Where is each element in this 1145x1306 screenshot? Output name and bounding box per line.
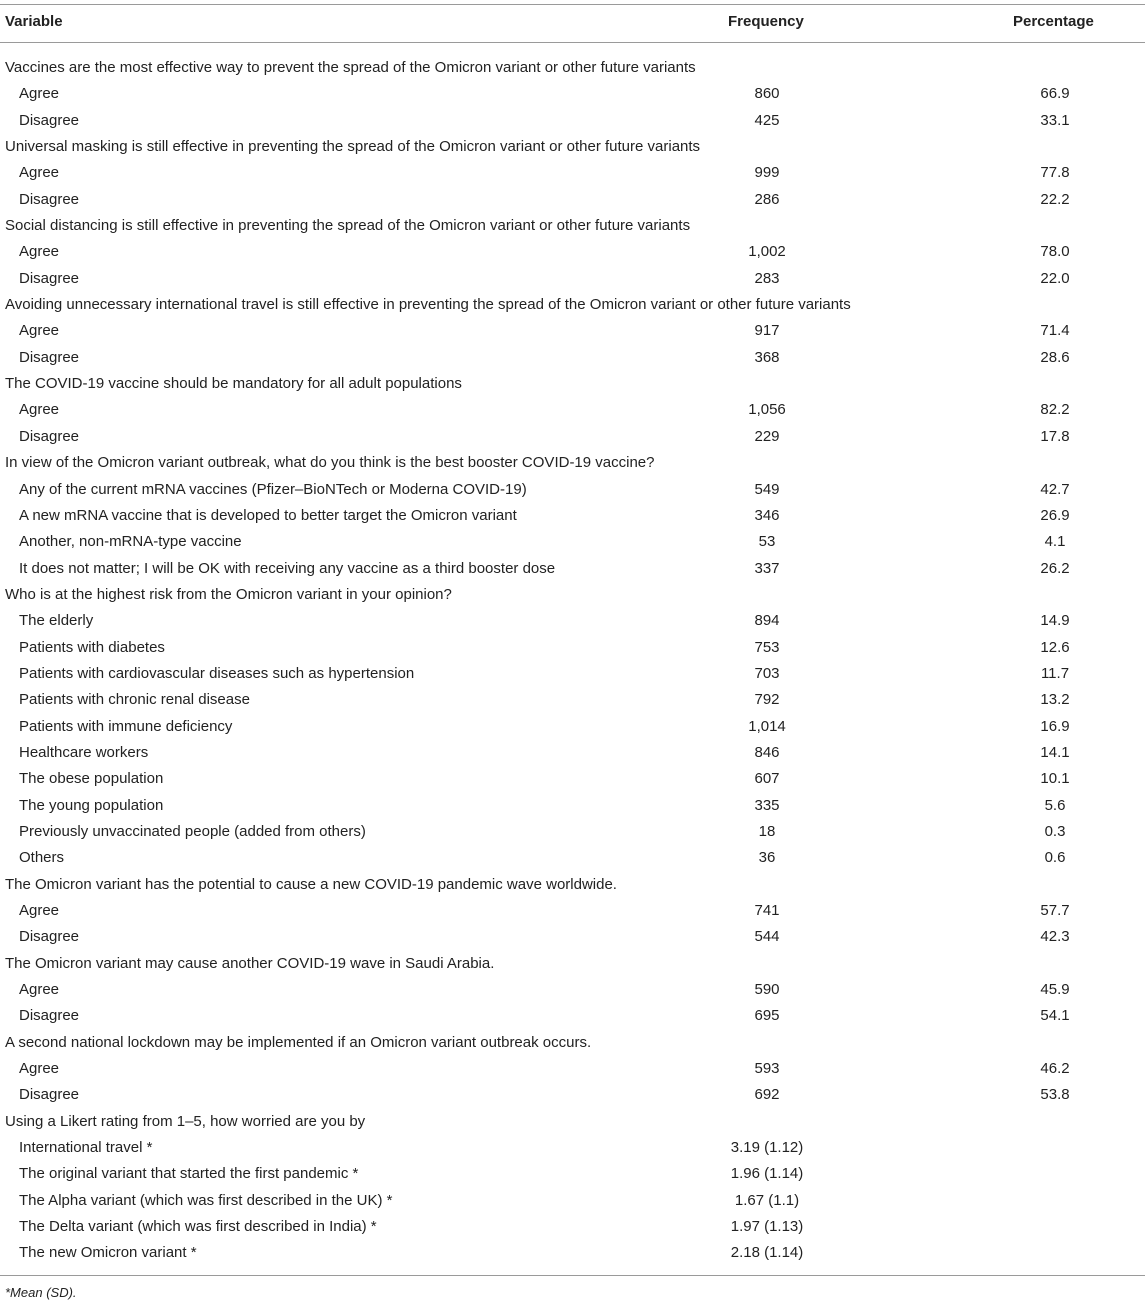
table-row (0, 845, 1145, 871)
frequency-cell: 425 (754, 111, 780, 129)
row-label: Disagree (19, 111, 80, 129)
row-label: Another, non-mRNA-type vaccine (19, 533, 242, 551)
row-label: Disagree (19, 928, 80, 946)
table-section-row (0, 55, 1145, 81)
frequency-cell: 229 (754, 427, 780, 445)
row-label: It does not matter; I will be OK with receiving any vaccine as a third booster dose (19, 559, 556, 577)
frequency-cell: 846 (754, 743, 780, 761)
table-header-row (0, 13, 1145, 37)
table-row (0, 766, 1145, 792)
row-label: Agree (19, 164, 60, 182)
percentage-cell: 10.1 (1040, 770, 1070, 788)
row-label: Agree (19, 981, 60, 999)
header-percentage: Percentage (1013, 13, 1094, 30)
frequency-cell: 346 (754, 506, 780, 524)
frequency-cell: 695 (754, 1007, 780, 1025)
table-section-row (0, 1030, 1145, 1056)
frequency-cell: 286 (754, 190, 780, 208)
section-label: The COVID-19 vaccine should be mandatory for all adult populations (5, 375, 462, 393)
percentage-cell: 22.0 (1040, 269, 1070, 287)
table-row (0, 608, 1145, 634)
table-header-rule (0, 42, 1145, 43)
row-label: Disagree (19, 190, 80, 208)
table-section-row (0, 371, 1145, 397)
table-row (0, 661, 1145, 687)
table-section-row (0, 582, 1145, 608)
table-section-row (0, 134, 1145, 160)
percentage-cell: 0.6 (1044, 849, 1066, 867)
row-label: Any of the current mRNA vaccines (Pfizer–BioNTech or Moderna COVID-19) (19, 480, 527, 498)
frequency-cell: 1,002 (748, 243, 786, 261)
table-row (0, 1135, 1145, 1161)
frequency-cell: 792 (754, 691, 780, 709)
table-row (0, 687, 1145, 713)
header-variable: Variable (5, 13, 63, 30)
table-section-row (0, 872, 1145, 898)
table-row (0, 1056, 1145, 1082)
row-label: Others (19, 849, 65, 867)
row-label: Patients with cardiovascular diseases such as hypertension (19, 664, 415, 682)
frequency-cell: 1.97 (1.13) (730, 1218, 804, 1236)
table-body (0, 55, 1145, 1267)
table-row (0, 556, 1145, 582)
frequency-cell: 692 (754, 1086, 780, 1104)
frequency-cell: 741 (754, 902, 780, 919)
table-row (0, 819, 1145, 845)
percentage-cell: 77.8 (1040, 164, 1070, 182)
table-row (0, 1161, 1145, 1187)
percentage-cell: 33.1 (1040, 111, 1070, 129)
table-bottom-rule (0, 1275, 1145, 1276)
table-section-row (0, 450, 1145, 476)
percentage-cell: 42.3 (1040, 928, 1070, 946)
row-label: The Alpha variant (which was first described in the UK) * (19, 1191, 393, 1209)
row-label: Patients with immune deficiency (19, 717, 233, 735)
percentage-cell: 57.7 (1040, 902, 1070, 919)
percentage-cell: 0.3 (1044, 822, 1066, 840)
row-label: Agree (19, 401, 60, 419)
table-section-row (0, 951, 1145, 977)
section-label: A second national lockdown may be implemented if an Omicron variant outbreak occurs. (5, 1033, 592, 1051)
section-label: Vaccines are the most effective way to prevent the spread of the Omicron variant or other future variants (5, 59, 696, 76)
percentage-cell: 45.9 (1040, 981, 1070, 999)
row-label: Agree (19, 85, 60, 103)
frequency-cell: 753 (754, 638, 780, 656)
table-row (0, 924, 1145, 950)
percentage-cell: 82.2 (1040, 401, 1070, 419)
percentage-cell: 13.2 (1040, 691, 1070, 709)
frequency-cell: 703 (754, 664, 780, 682)
table-row (0, 977, 1145, 1003)
table-row (0, 898, 1145, 924)
table-row (0, 1240, 1145, 1266)
section-label: Using a Likert rating from 1–5, how worried are you by (5, 1112, 366, 1130)
table-row (0, 503, 1145, 529)
row-label: Disagree (19, 348, 80, 366)
table-row (0, 318, 1145, 344)
table-row (0, 1188, 1145, 1214)
row-label: Previously unvaccinated people (added from others) (19, 822, 366, 840)
frequency-cell: 3.19 (1.12) (730, 1139, 804, 1157)
frequency-cell: 337 (754, 559, 780, 577)
percentage-cell: 4.1 (1044, 533, 1066, 551)
percentage-cell: 5.6 (1044, 796, 1066, 814)
row-label: Healthcare workers (19, 743, 149, 761)
frequency-cell: 2.18 (1.14) (730, 1244, 804, 1262)
row-label: Disagree (19, 1086, 80, 1104)
frequency-cell: 917 (754, 322, 780, 340)
section-label: Universal masking is still effective in preventing the spread of the Omicron variant or other future variants (5, 138, 701, 156)
frequency-cell: 36 (758, 849, 776, 867)
row-label: The Delta variant (which was first described in India) * (19, 1218, 377, 1236)
table-section-row (0, 213, 1145, 239)
frequency-cell: 53 (758, 533, 776, 551)
table-row (0, 635, 1145, 661)
frequency-cell: 368 (754, 348, 780, 366)
section-label: The Omicron variant has the potential to cause a new COVID-19 pandemic wave worldwide. (5, 875, 617, 893)
frequency-cell: 1,056 (748, 401, 786, 419)
table-row (0, 187, 1145, 213)
row-label: Disagree (19, 1007, 80, 1025)
row-label: Patients with diabetes (19, 638, 165, 656)
percentage-cell: 71.4 (1040, 322, 1070, 340)
table-row (0, 477, 1145, 503)
frequency-cell: 999 (754, 164, 780, 182)
table-row (0, 1214, 1145, 1240)
table-footnote: *Mean (SD). (5, 1285, 77, 1300)
percentage-cell: 11.7 (1040, 664, 1070, 682)
frequency-cell: 593 (754, 1060, 780, 1078)
percentage-cell: 42.7 (1040, 480, 1070, 498)
section-label: In view of the Omicron variant outbreak, what do you think is the best booster COVID-19 vaccine? (5, 454, 655, 472)
percentage-cell: 66.9 (1040, 85, 1070, 103)
row-label: Agree (19, 322, 60, 340)
percentage-cell: 53.8 (1040, 1086, 1070, 1104)
table-row (0, 740, 1145, 766)
row-label: The young population (19, 796, 164, 814)
percentage-cell: 12.6 (1040, 638, 1070, 656)
percentage-cell: 16.9 (1040, 717, 1070, 735)
frequency-cell: 607 (754, 770, 780, 788)
row-label: International travel * (19, 1139, 153, 1157)
percentage-cell: 22.2 (1040, 190, 1070, 208)
frequency-cell: 860 (754, 85, 780, 103)
row-label: The original variant that started the first pandemic * (19, 1165, 359, 1183)
table-row (0, 793, 1145, 819)
percentage-cell: 14.9 (1040, 612, 1070, 630)
table-row (0, 108, 1145, 134)
table-row (0, 239, 1145, 265)
frequency-cell: 1,014 (748, 717, 786, 735)
table-section-row (0, 1109, 1145, 1135)
row-label: The new Omicron variant * (19, 1244, 197, 1262)
table-row (0, 266, 1145, 292)
table-row (0, 424, 1145, 450)
table-row (0, 1003, 1145, 1029)
frequency-cell: 549 (754, 480, 780, 498)
row-label: Agree (19, 243, 60, 261)
row-label: Agree (19, 902, 60, 919)
percentage-cell: 17.8 (1040, 427, 1070, 445)
percentage-cell: 46.2 (1040, 1060, 1070, 1078)
percentage-cell: 28.6 (1040, 348, 1070, 366)
table-row (0, 345, 1145, 371)
frequency-cell: 590 (754, 981, 780, 999)
percentage-cell: 54.1 (1040, 1007, 1070, 1025)
frequency-cell: 335 (754, 796, 780, 814)
frequency-cell: 894 (754, 612, 780, 630)
row-label: The obese population (19, 770, 164, 788)
section-label: Social distancing is still effective in preventing the spread of the Omicron variant or other future variants (5, 217, 691, 235)
table-row (0, 160, 1145, 186)
table-row (0, 714, 1145, 740)
row-label: A new mRNA vaccine that is developed to better target the Omicron variant (19, 506, 517, 524)
table-row (0, 397, 1145, 423)
section-label: The Omicron variant may cause another COVID-19 wave in Saudi Arabia. (5, 954, 495, 972)
frequency-cell: 1.67 (1.1) (734, 1191, 800, 1209)
section-label: Who is at the highest risk from the Omicron variant in your opinion? (5, 585, 452, 603)
table-row (0, 529, 1145, 555)
table-row (0, 81, 1145, 107)
row-label: Patients with chronic renal disease (19, 691, 250, 709)
row-label: The elderly (19, 612, 94, 630)
percentage-cell: 14.1 (1040, 743, 1070, 761)
row-label: Disagree (19, 427, 80, 445)
table-row (0, 1082, 1145, 1108)
table-section-row (0, 292, 1145, 318)
frequency-cell: 1.96 (1.14) (730, 1165, 804, 1183)
header-frequency: Frequency (728, 13, 804, 30)
row-label: Disagree (19, 269, 80, 287)
percentage-cell: 26.2 (1040, 559, 1070, 577)
table-top-rule (0, 4, 1145, 5)
percentage-cell: 26.9 (1040, 506, 1070, 524)
section-label: Avoiding unnecessary international travel is still effective in preventing the spread of the Omicron variant or other future variants (5, 296, 851, 314)
frequency-cell: 283 (754, 269, 780, 287)
row-label: Agree (19, 1060, 60, 1078)
frequency-cell: 18 (758, 822, 776, 840)
percentage-cell: 78.0 (1040, 243, 1070, 261)
frequency-cell: 544 (754, 928, 780, 946)
